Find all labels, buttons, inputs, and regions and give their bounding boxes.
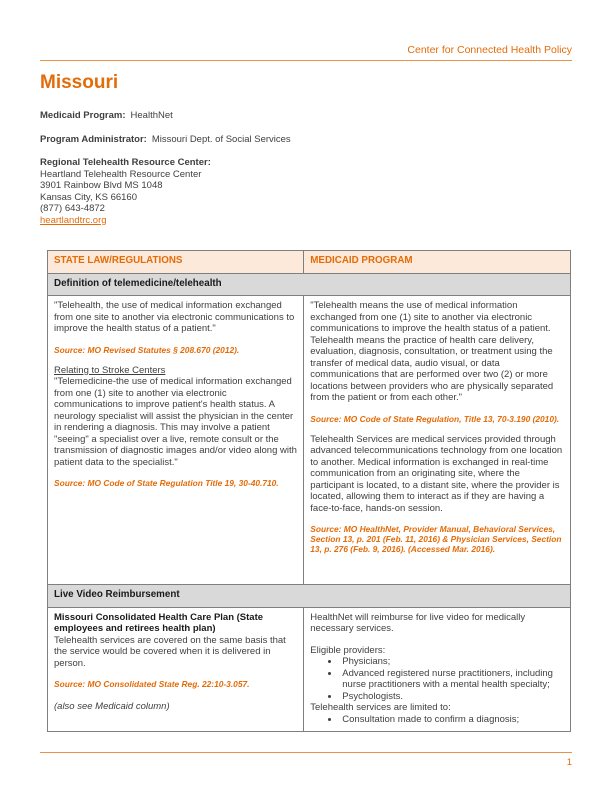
section-header-row [48,273,571,296]
table-header-row [48,251,571,274]
page-number: 1 [566,757,572,768]
see-medicaid-column-note: (also see Medicaid column) [54,701,170,712]
trc-label: Regional Telehealth Resource Center: [40,157,211,168]
page-footer [40,752,572,768]
table-row [48,296,571,585]
definition-state-law-cell [48,296,304,585]
header-brand: Center for Connected Health Policy [40,44,572,61]
section-heading-definition: Definition of telemedicine/telehealth [48,273,571,296]
eligible-providers-list [310,656,564,702]
medicaid-definition-quote: "Telehealth means the use of medical information exchanged from one (1) site to another via electronic communications to improve the health status of a patient. Telehealth means the practice of health care delivery, evaluation, diagnosis, consultation, or treatment using the transfer of medical data, audio visual, or data communications that are performed over two (2) or more locations between providers who are physically separated from the patient or from each other." [310,300,554,403]
program-administrator-label: Program Administrator: [40,133,147,145]
trc-address-line1: 3901 Rainbow Blvd MS 1048 [40,180,163,191]
source-citation: Source: MO Revised Statutes § 208.670 (2012). [54,344,240,355]
section-header-row [48,585,571,608]
telehealth-services-description: Telehealth Services are medical services provided through advanced telecommunications technology from one location to another. Medical information is exchanged in real-time communication from an originating site, where the participant is located, to a distant site, where the provider is located, allowing them to interact as if they are having a face-to-face, hands-on session. [310,433,563,514]
list-item: • Psychologists. [340,691,564,703]
source-citation: Source: MO Code of State Regulation, Title 13, 70-3.190 (2010). [310,413,560,424]
list-item: • Physicians; [340,656,564,668]
medicaid-program-row [40,110,572,122]
trc-website-link[interactable]: heartlandtrc.org [40,214,107,226]
list-item: • Consultation made to confirm a diagnosis; [340,714,564,726]
table-row [48,607,571,732]
telehealth-resource-center-block [40,157,572,226]
medicaid-program-value: HealthNet [130,110,173,121]
definition-medicaid-cell [304,296,571,585]
service-limits-list [310,714,564,726]
live-video-reimbursement-text: HealthNet will reimburse for live video for medically necessary services. [310,611,526,634]
source-citation: Source: MO Code of State Regulation Title 19, 30-40.710. [54,478,279,488]
program-administrator-value: Missouri Dept. of Social Services [151,133,291,145]
eligible-providers-heading: Eligible providers: [310,644,386,656]
live-video-medicaid-cell [304,607,571,732]
service-limits-heading: Telehealth services are limited to: [310,702,451,713]
column-header-state-law: STATE LAW/REGULATIONS [48,251,304,274]
list-item: • Advanced registered nurse practitioners, including nurse practitioners with a mental health specialty; [340,668,564,691]
consolidated-plan-text: Telehealth services are covered on the same basis that the service would be covered when it is delivered in person. [54,634,286,669]
stroke-centers-quote: "Telemedicine-the use of medical information exchanged from one (1) site to another via electronic communications to improve patient's health status. A neurology specialist will assist the physician in the center in rendering a diagnosis. This may involve a patient "seeing" a specialist over a live, remote consult or the transmission of diagnostic images and/or video along with patient data to the specialist." [54,376,297,468]
live-video-state-law-cell [48,607,304,732]
program-administrator-row [40,134,572,146]
definition-statute-quote: "Telehealth, the use of medical information exchanged from one site to another via electronic communications to improve the health status of a patient." [54,300,295,334]
info-block [40,110,572,226]
trc-address-line2: Kansas City, KS 66160 [40,191,137,203]
trc-phone: (877) 643-4872 [40,203,105,214]
stroke-centers-subsection [54,365,297,469]
source-citation: Source: MO HealthNet, Provider Manual, Behavioral Services, Section 13, p. 201 (Feb. 11, 2016) & Physician Services, Section 13, p. 276 (Feb. 9, 2016). (Accessed Mar. 2016). [310,524,562,554]
medicaid-program-label: Medicaid Program: [40,110,126,121]
stroke-centers-subheading: Relating to Stroke Centers [54,364,166,376]
page-title: Missouri [40,72,119,93]
consolidated-plan-heading: Missouri Consolidated Health Care Plan (State employees and retirees health plan) [54,611,264,634]
trc-name: Heartland Telehealth Resource Center [40,168,202,180]
section-heading-live-video: Live Video Reimbursement [48,585,571,608]
column-header-medicaid-program: MEDICAID PROGRAM [304,251,571,274]
policy-comparison-table [47,250,571,732]
source-citation: Source: MO Consolidated State Reg. 22:10-3.057. [54,679,250,689]
